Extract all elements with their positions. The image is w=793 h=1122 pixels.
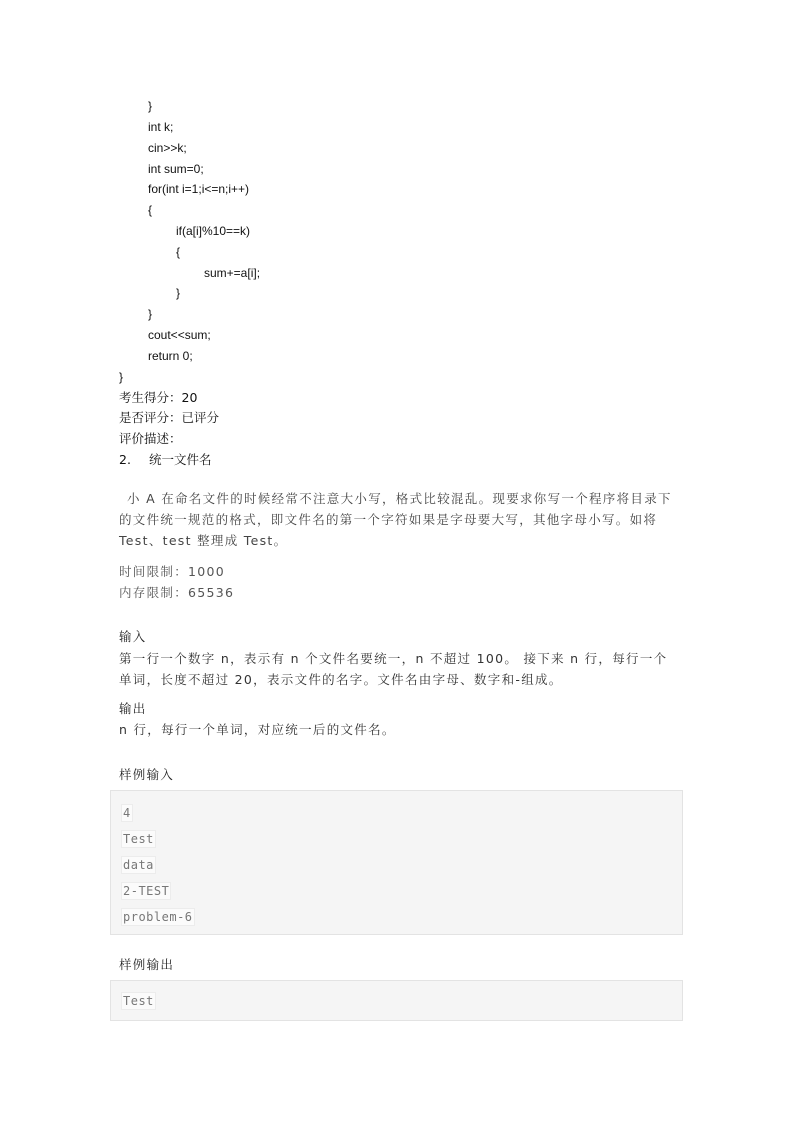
code-line: }: [176, 286, 181, 300]
sample-output-line: Test: [123, 994, 154, 1008]
code-line: {: [148, 203, 153, 217]
code-line: cin>>k;: [148, 141, 187, 155]
problem-title: [119, 452, 212, 468]
code-line: cout<<sum;: [148, 328, 211, 342]
code-line: int k;: [148, 120, 174, 134]
problem-number: 2.: [119, 452, 131, 467]
input-heading: 输入: [119, 629, 147, 644]
code-line: {: [176, 245, 181, 259]
sample-input-heading: 样例输入: [119, 767, 175, 782]
input-description: 第一行一个数字 n，表示有 n 个文件名要统一，n 不超过 100。 接下来 n 行，每行一个单词，长度不超过 20，表示文件的名字。文件名由字母、数字和-组成。: [119, 651, 668, 687]
code-line: }: [119, 370, 124, 384]
output-description: n 行，每行一个单词，对应统一后的文件名。: [119, 722, 396, 737]
sample-output-heading: 样例输出: [119, 957, 175, 972]
problem-description: 小 A 在命名文件的时候经常不注意大小写，格式比较混乱。现要求你写一个程序将目录下的文件统一规范的格式，即文件名的第一个字符如果是字母要大写，其他字母小写。如将 Test、test 整理成 Test。: [119, 491, 672, 548]
sample-input-line: problem-6: [123, 910, 193, 924]
code-line: for(int i=1;i<=n;i++): [148, 182, 250, 196]
sample-output-box: [110, 980, 683, 1021]
score-text: 考生得分：20: [119, 390, 198, 405]
code-line: }: [148, 99, 153, 113]
code-line: sum+=a[i];: [204, 266, 261, 280]
graded-status-text: 是否评分：已评分: [119, 410, 220, 425]
time-limit: 时间限制：1000: [119, 564, 226, 579]
comment-label: 评价描述：: [119, 431, 182, 446]
sample-input-line: 4: [123, 806, 131, 820]
sample-input-line: Test: [123, 832, 154, 846]
sample-input-line: 2-TEST: [123, 884, 170, 898]
sample-input-box: [110, 790, 683, 935]
code-line: }: [148, 307, 153, 321]
problem-title-text: 统一文件名: [149, 452, 212, 467]
sample-input-line: data: [123, 858, 154, 872]
code-line: int sum=0;: [148, 162, 204, 176]
code-line: return 0;: [148, 349, 193, 363]
output-heading: 输出: [119, 701, 147, 716]
code-line: if(a[i]%10==k): [176, 224, 251, 238]
memory-limit: 内存限制：65536: [119, 585, 235, 600]
